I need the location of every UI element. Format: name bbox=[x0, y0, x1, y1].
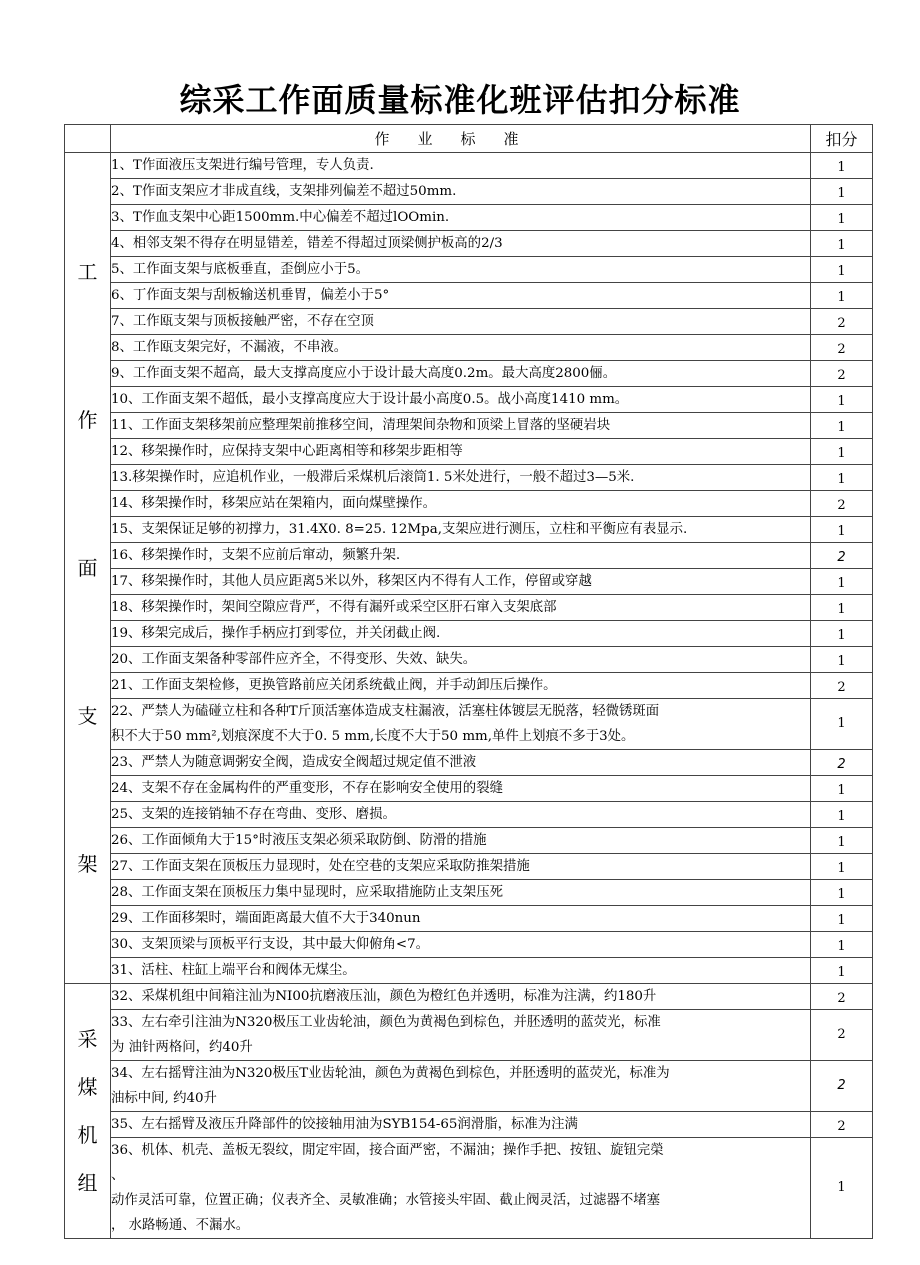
standard-item: 1、T作面液压支架进行编号管理，专人负责. bbox=[111, 153, 811, 179]
table-row bbox=[65, 257, 873, 283]
table-row bbox=[65, 958, 873, 984]
deduction-score: 1 bbox=[811, 958, 873, 984]
table-row bbox=[65, 517, 873, 543]
standard-item: 35、左右摇臂及液压升降部件的饺接轴用油为SYB154-65润滑脂，标准为注满 bbox=[111, 1112, 811, 1138]
category-char: 支 bbox=[77, 704, 98, 728]
standard-item-line: 为 油针两格问，约40升 bbox=[111, 1040, 253, 1055]
deduction-score: 1 bbox=[811, 179, 873, 205]
table-row bbox=[65, 673, 873, 699]
table-row bbox=[65, 595, 873, 621]
table-row bbox=[65, 309, 873, 335]
deduction-score: 1 bbox=[811, 569, 873, 595]
deduction-score: 1 bbox=[811, 231, 873, 257]
standard-item: 28、工作面支架在顶板压力集中显现时，应采取措施防止支架压死 bbox=[111, 880, 811, 906]
deduction-score: 1 bbox=[811, 517, 873, 543]
standard-item: 16、移架操作时，支架不应前后窜动，频繁升架. bbox=[111, 543, 811, 569]
category-char: 组 bbox=[77, 1171, 98, 1195]
standard-item: 5、工作面支架与底板垂直，歪倒应小于5。 bbox=[111, 257, 811, 283]
standard-item: 7、工作瓯支架与顶板接触严密，不存在空顶 bbox=[111, 309, 811, 335]
deduction-score: 2 bbox=[811, 673, 873, 699]
deduction-score: 1 bbox=[811, 413, 873, 439]
deduction-score: 2 bbox=[811, 335, 873, 361]
category-char: 工 bbox=[77, 260, 98, 284]
deduction-score: 1 bbox=[811, 880, 873, 906]
standard-item bbox=[111, 1138, 811, 1239]
standard-item: 31、活柱、柱缸上端平台和阀体无煤尘。 bbox=[111, 958, 811, 984]
table-row bbox=[65, 335, 873, 361]
deduction-score: 1 bbox=[811, 802, 873, 828]
standard-item-line: 积不大于50 mm²,划痕深度不大于0. 5 mm,长度不大于50 mm,单件上划痕不多于3处。 bbox=[111, 729, 635, 744]
deduction-score: 2 bbox=[811, 1010, 873, 1061]
deduction-score: 1 bbox=[811, 439, 873, 465]
standard-item: 15、支架保证足够的初撑力，31.4X0. 8=25. 12Mpa,支架应进行测压，立柱和平衡应有表显示. bbox=[111, 517, 811, 543]
deduction-score: 2 bbox=[811, 361, 873, 387]
deduction-score: 2 bbox=[811, 309, 873, 335]
category-char: 作 bbox=[77, 408, 98, 432]
standard-item: 30、支架顶梁与顶板平行支设，其中最大仰俯角<7。 bbox=[111, 932, 811, 958]
standard-item bbox=[111, 1061, 811, 1112]
deduction-score: 1 bbox=[811, 932, 873, 958]
table-row bbox=[65, 932, 873, 958]
page-title: 综采工作面质量标准化班评估扣分标准 bbox=[179, 81, 741, 119]
table-row bbox=[65, 1138, 873, 1239]
standard-item: 2、T作面支架应才非成直线，支架排列偏差不超过50mm. bbox=[111, 179, 811, 205]
standard-item: 12、移架操作时，应保持支架中心距离相等和移架步距相等 bbox=[111, 439, 811, 465]
table-row bbox=[65, 1061, 873, 1112]
category-support bbox=[65, 153, 111, 984]
category-char: 面 bbox=[77, 556, 98, 580]
table-row bbox=[65, 465, 873, 491]
standard-item-line: 油标中间, 约40升 bbox=[111, 1091, 217, 1106]
table-row bbox=[65, 413, 873, 439]
standard-item-line: 动作灵活可靠，位置正确；仪表齐全、灵敏准确；水管接头牢固、截止阀灵活，过滤器不堵塞 bbox=[111, 1193, 661, 1208]
deduction-score: 1 bbox=[811, 153, 873, 179]
standard-item: 23、严禁人为随意调粥安全阀，造成安全阀超过规定值不泄液 bbox=[111, 750, 811, 776]
table-row bbox=[65, 984, 873, 1010]
standard-item bbox=[111, 699, 811, 750]
table-row bbox=[65, 699, 873, 750]
table-row bbox=[65, 750, 873, 776]
deduction-score: 1 bbox=[811, 906, 873, 932]
standard-item: 4、相邻支架不得存在明显错差，错差不得超过顶梁侧护板高的2/3 bbox=[111, 231, 811, 257]
table-row bbox=[65, 387, 873, 413]
standard-item-line: 、 bbox=[111, 1168, 125, 1183]
standards-table bbox=[64, 124, 873, 1239]
deduction-score: 1 bbox=[811, 828, 873, 854]
table-row bbox=[65, 205, 873, 231]
deduction-score: 1 bbox=[811, 205, 873, 231]
table-row bbox=[65, 802, 873, 828]
table-row bbox=[65, 776, 873, 802]
table-row bbox=[65, 179, 873, 205]
deduction-score: 2 bbox=[811, 1061, 873, 1112]
standard-item: 25、支架的连接销轴不存在弯曲、变形、磨损。 bbox=[111, 802, 811, 828]
deduction-score: 1 bbox=[811, 647, 873, 673]
header-score: 扣分 bbox=[811, 125, 873, 153]
table-row bbox=[65, 647, 873, 673]
standard-item: 6、丁作面支架与刮板输送机垂胃，偏差小于5° bbox=[111, 283, 811, 309]
table-row bbox=[65, 621, 873, 647]
standard-item: 27、工作面支架在顶板压力显现时，处在空巷的支架应采取防推架措施 bbox=[111, 854, 811, 880]
deduction-score: 2 bbox=[811, 984, 873, 1010]
standard-item: 26、工作面倾角大于15°时液压支架必须采取防倒、防滑的措施 bbox=[111, 828, 811, 854]
table-row bbox=[65, 361, 873, 387]
standard-item: 21、工作面支架检修，更换管路前应关闭系统截止阀，并手动卸压后操作。 bbox=[111, 673, 811, 699]
table-row bbox=[65, 439, 873, 465]
table-row bbox=[65, 828, 873, 854]
category-char: 煤 bbox=[77, 1075, 98, 1099]
table-row bbox=[65, 283, 873, 309]
deduction-score: 1 bbox=[811, 1138, 873, 1239]
standard-item: 18、移架操作时，架间空隙应背严，不得有漏歼或采空区肝石窜入支架底部 bbox=[111, 595, 811, 621]
standard-item: 32、采煤机组中间箱注汕为NI00抗磨液压汕，颜色为橙红色并透明，标准为注满，约180升 bbox=[111, 984, 811, 1010]
deduction-score: 1 bbox=[811, 854, 873, 880]
standard-item-line: 33、左右牵引注油为N320极压工业齿轮油，颜色为黄褐色到棕色，并胚透明的蓝荧光，标准 bbox=[111, 1015, 661, 1030]
standard-item: 29、工作面移架时，端面距离最大值不大于340nun bbox=[111, 906, 811, 932]
table-row bbox=[65, 153, 873, 179]
standard-item bbox=[111, 1010, 811, 1061]
deduction-score: 1 bbox=[811, 465, 873, 491]
standard-item: 17、移架操作时，其他人员应距离5米以外，移架区内不得有人工作，停留或穿越 bbox=[111, 569, 811, 595]
standard-item: 14、移架操作时，移架应站在架箱内，面向煤壁操作。 bbox=[111, 491, 811, 517]
category-char: 采 bbox=[77, 1027, 98, 1051]
deduction-score: 2 bbox=[811, 750, 873, 776]
deduction-score: 1 bbox=[811, 595, 873, 621]
table-row bbox=[65, 569, 873, 595]
standard-item: 20、工作面支架备种零部件应齐全，不得变形、失效、缺失。 bbox=[111, 647, 811, 673]
deduction-score: 1 bbox=[811, 257, 873, 283]
table-row bbox=[65, 854, 873, 880]
category-char: 机 bbox=[77, 1123, 98, 1147]
deduction-score: 1 bbox=[811, 699, 873, 750]
standard-item: 10、工作面支架不超低，最小支撑高度应大于设计最小高度0.5。战小高度1410 mm。 bbox=[111, 387, 811, 413]
standard-item: 3、T作血支架中心距1500mm.中心偏差不超过lOOmin. bbox=[111, 205, 811, 231]
deduction-score: 1 bbox=[811, 621, 873, 647]
standard-item: 8、工作瓯支架完好，不漏液，不串液。 bbox=[111, 335, 811, 361]
table-row bbox=[65, 543, 873, 569]
table-row bbox=[65, 231, 873, 257]
category-char: 架 bbox=[77, 852, 98, 876]
deduction-score: 1 bbox=[811, 387, 873, 413]
category-shearer bbox=[65, 984, 111, 1239]
standard-item: 9、工作面支架不超高，最大支撑高度应小于设计最大高度0.2m。最大高度2800俪。 bbox=[111, 361, 811, 387]
table-row bbox=[65, 906, 873, 932]
table-row bbox=[65, 880, 873, 906]
standard-item: 19、移架完成后，操作手柄应打到零位，并关闭截止阀. bbox=[111, 621, 811, 647]
header-blank bbox=[65, 125, 111, 153]
deduction-score: 2 bbox=[811, 1112, 873, 1138]
standard-item: 24、支架不存在金属构件的严重变形，不存在影响安全使用的裂缝 bbox=[111, 776, 811, 802]
header-standard: 作业标准 bbox=[111, 125, 811, 153]
deduction-score: 2 bbox=[811, 543, 873, 569]
standard-item-line: 36、机体、机壳、盖板无裂纹，閒定牢固，接合面严密，不漏油；操作手把、按钮、旋钮完榮 bbox=[111, 1143, 664, 1158]
standard-item-line: ， 水路畅通、不漏水。 bbox=[111, 1218, 250, 1233]
table-row bbox=[65, 1112, 873, 1138]
standard-item: 11、工作面支架移架前应整理架前推移空间，清理架间杂物和顶梁上冒落的坚硬岩块 bbox=[111, 413, 811, 439]
deduction-score: 1 bbox=[811, 776, 873, 802]
deduction-score: 2 bbox=[811, 491, 873, 517]
table-row bbox=[65, 1010, 873, 1061]
deduction-score: 1 bbox=[811, 283, 873, 309]
standard-item: 13.移架操作时，应追机作业，一般滞后采煤机后滚筒1. 5米处进行，一般不超过3—5米. bbox=[111, 465, 811, 491]
table-row bbox=[65, 491, 873, 517]
standard-item-line: 34、左右摇臂注油为N320极压T业齿轮油，颜色为黄褐色到棕色，并胚透明的蓝荧光，标准为 bbox=[111, 1066, 670, 1081]
standard-item-line: 22、严禁人为磕碰立柱和各种T斤顶活塞体造成支柱漏液，活塞柱体镀层无脱落，轻微锈斑面 bbox=[111, 704, 660, 719]
